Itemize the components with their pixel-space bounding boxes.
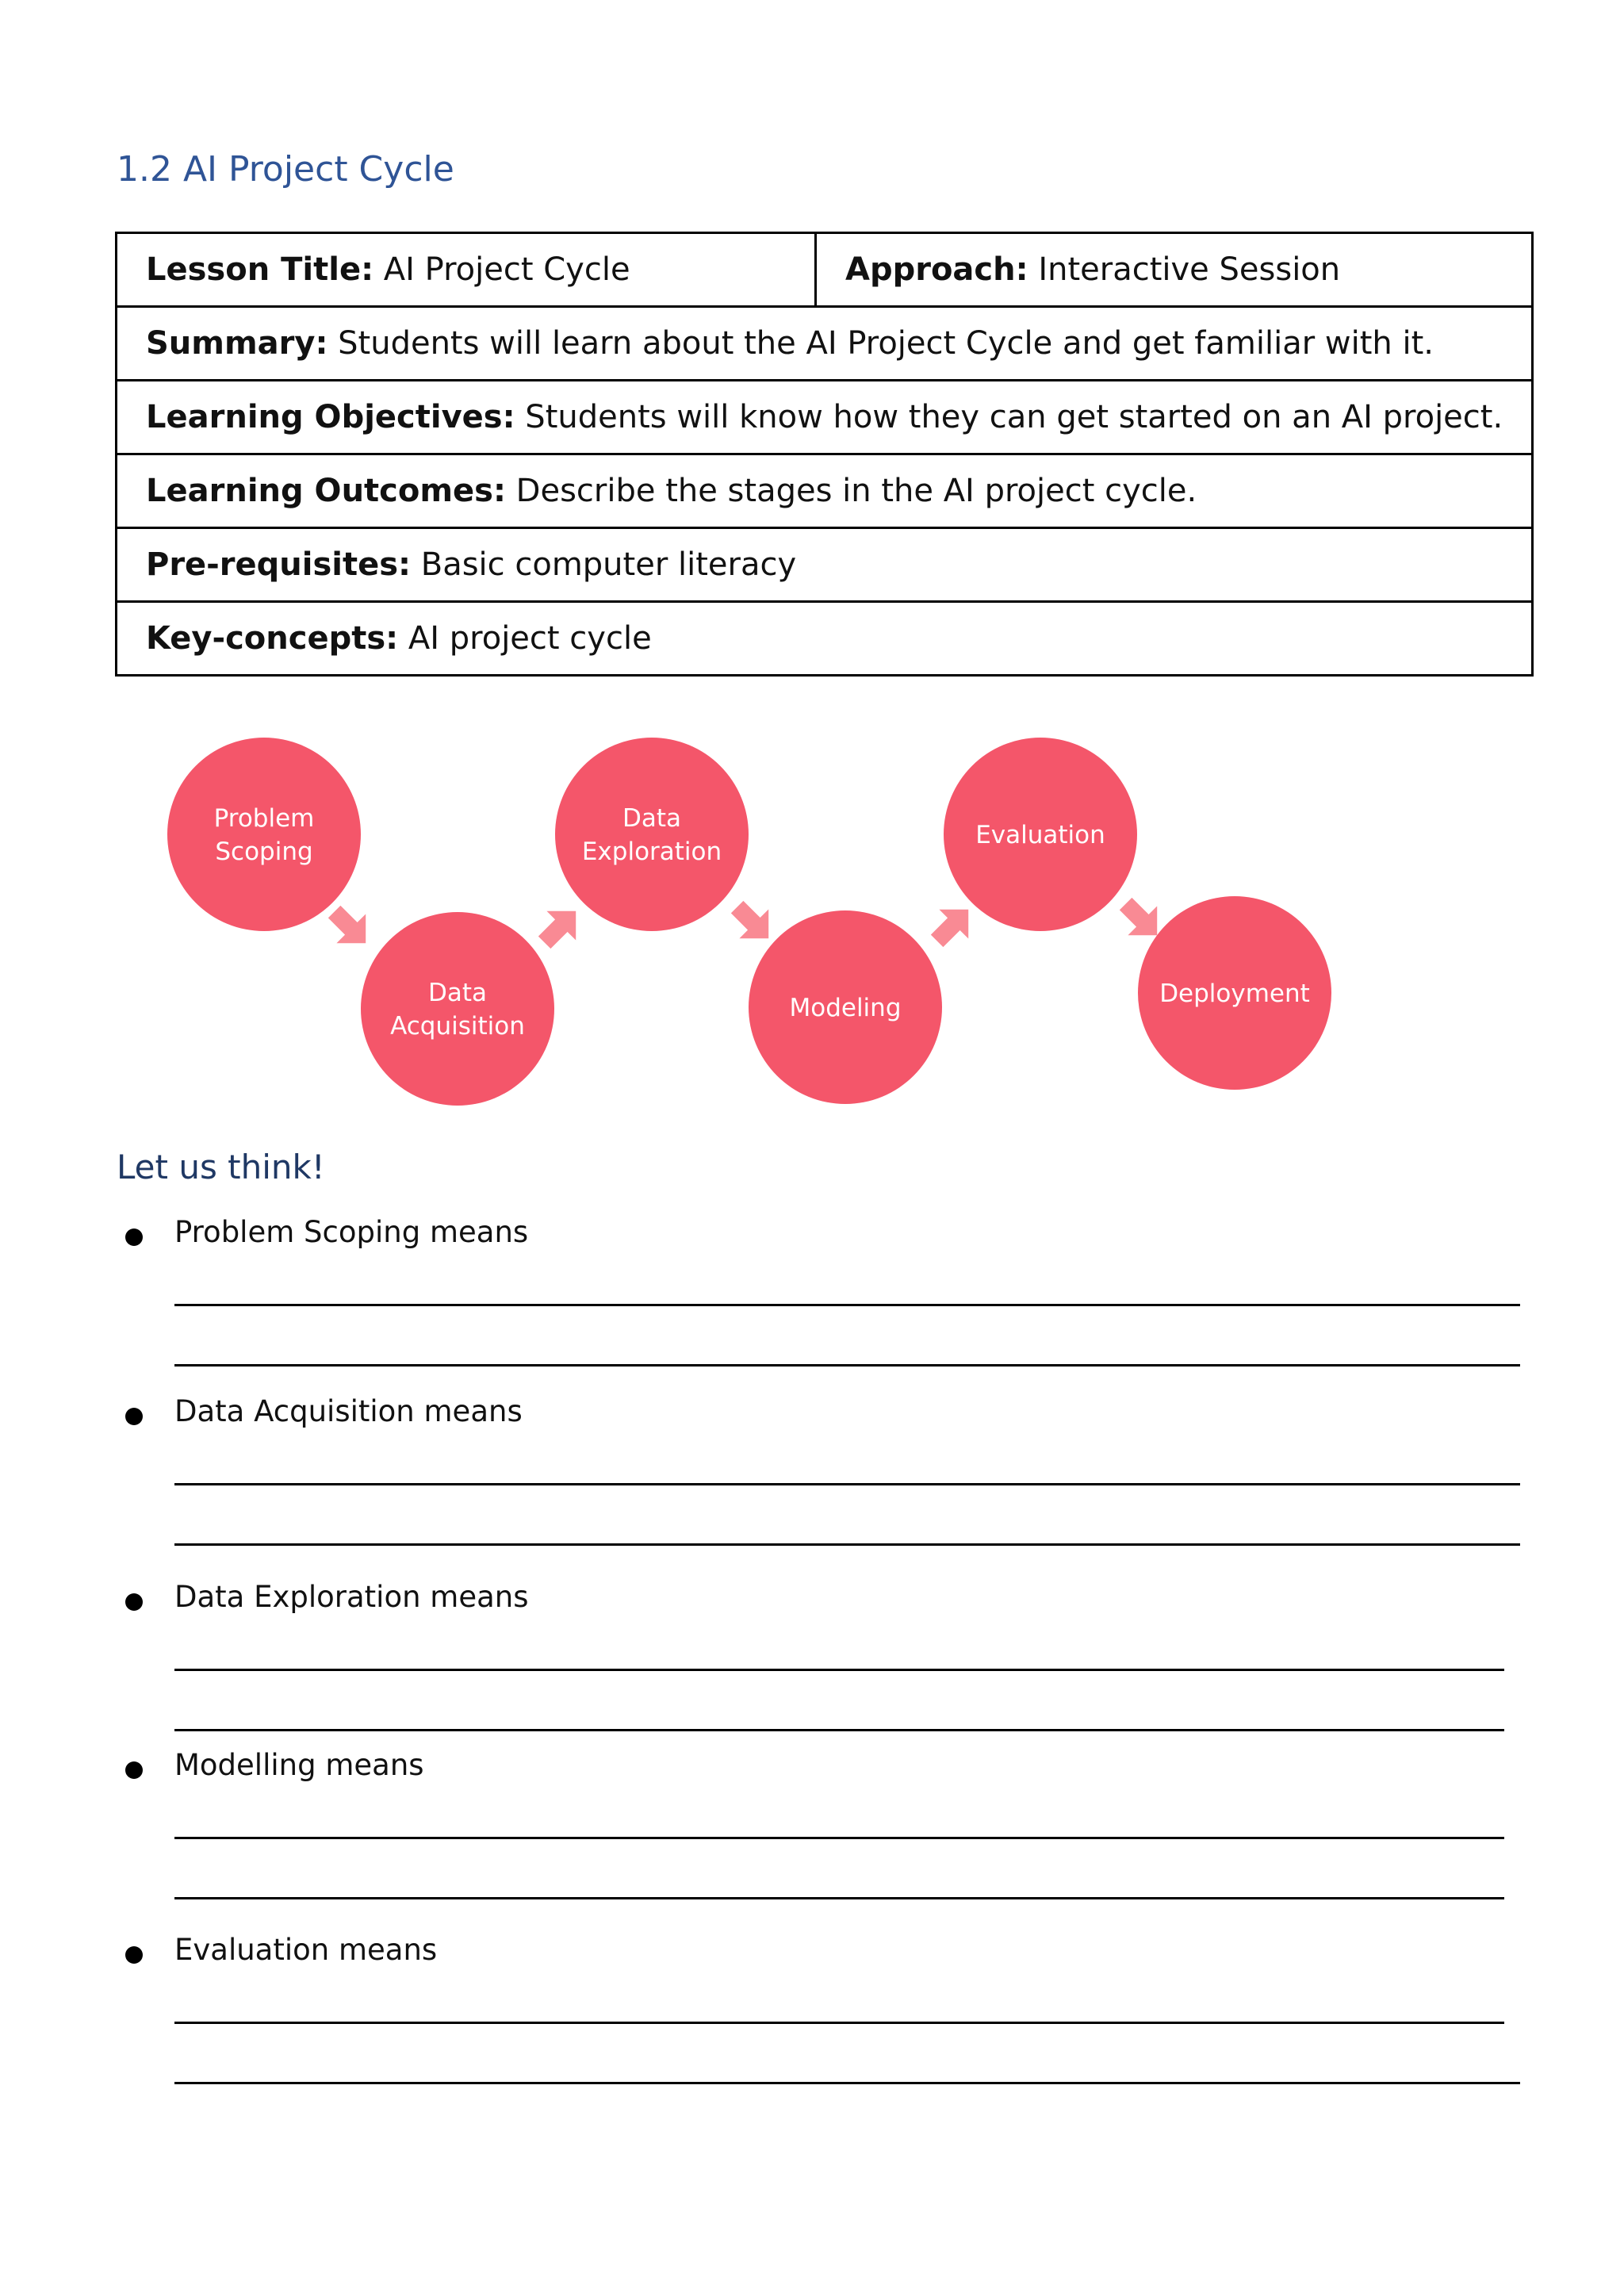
summary-value: Students will learn about the AI Project Cycle and get familiar with it. xyxy=(327,325,1434,362)
question-text: Evaluation means xyxy=(174,1933,438,1967)
stage-node xyxy=(361,912,554,1106)
stage-label: Deployment xyxy=(1159,979,1310,1008)
answer-blank-line[interactable] xyxy=(174,1729,1504,1731)
approach-cell xyxy=(816,233,1533,307)
bullet-icon xyxy=(125,1761,143,1779)
key-concepts-cell xyxy=(117,602,1533,676)
answer-blank-line[interactable] xyxy=(174,1669,1504,1671)
answer-blank-line[interactable] xyxy=(174,1897,1504,1899)
stage-circle xyxy=(167,738,361,931)
answer-blank-line[interactable] xyxy=(174,1364,1520,1366)
stage-node xyxy=(167,738,361,931)
prerequisites-value: Basic computer literacy xyxy=(411,546,797,583)
learning-objectives-value: Students will know how they can get started on an AI project. xyxy=(515,399,1503,435)
stage-node xyxy=(1138,896,1331,1090)
stage-node xyxy=(749,910,942,1104)
learning-objectives-label: Learning Objectives: xyxy=(146,399,515,435)
lesson-title-value: AI Project Cycle xyxy=(373,251,630,288)
approach-label: Approach: xyxy=(845,251,1028,288)
answer-blank-line[interactable] xyxy=(174,2022,1504,2024)
stage-label: Scoping xyxy=(215,838,313,866)
prerequisites-cell xyxy=(117,528,1533,602)
stage-label: Data xyxy=(622,804,682,833)
question-text: Modelling means xyxy=(174,1748,424,1782)
stage-label: Data xyxy=(427,979,488,1007)
approach-value: Interactive Session xyxy=(1028,251,1341,288)
table-row xyxy=(117,381,1533,454)
learning-outcomes-cell xyxy=(117,454,1533,528)
table-row xyxy=(117,307,1533,381)
bullet-icon xyxy=(125,1946,143,1964)
table-row xyxy=(117,233,1533,307)
stage-label: Problem xyxy=(213,804,315,833)
stage-label: Acquisition xyxy=(390,1012,525,1041)
answer-blank-line[interactable] xyxy=(174,1483,1520,1485)
stage-node xyxy=(944,738,1137,931)
learning-objectives-cell xyxy=(117,381,1533,454)
bullet-icon xyxy=(125,1408,143,1425)
question-text: Data Acquisition means xyxy=(174,1394,523,1428)
ai-project-cycle-diagram xyxy=(127,714,1396,1126)
key-concepts-label: Key-concepts: xyxy=(146,620,399,657)
answer-blank-line[interactable] xyxy=(174,1837,1504,1839)
flow-arrow-icon xyxy=(530,896,590,956)
bullet-icon xyxy=(125,1593,143,1611)
question-text: Problem Scoping means xyxy=(174,1215,529,1249)
stage-label: Evaluation xyxy=(975,821,1105,849)
learning-outcomes-value: Describe the stages in the AI project cycle. xyxy=(505,473,1197,509)
question-text: Data Exploration means xyxy=(174,1580,529,1614)
cycle-diagram-svg xyxy=(127,714,1396,1126)
stage-circle xyxy=(555,738,749,931)
stage-label: Modeling xyxy=(789,994,902,1022)
answer-blank-line[interactable] xyxy=(174,1543,1520,1546)
let-us-think-heading: Let us think! xyxy=(117,1148,325,1186)
flow-arrow-icon xyxy=(320,897,380,957)
table-row xyxy=(117,602,1533,676)
section-title: 1.2 AI Project Cycle xyxy=(117,149,454,190)
bullet-icon xyxy=(125,1228,143,1246)
lesson-info-table xyxy=(115,232,1534,677)
answer-blank-line[interactable] xyxy=(174,2082,1520,2084)
stage-node xyxy=(555,738,749,931)
lesson-title-cell xyxy=(117,233,816,307)
prerequisites-label: Pre-requisites: xyxy=(146,546,412,583)
summary-cell xyxy=(117,307,1533,381)
stage-label: Exploration xyxy=(581,838,722,866)
summary-label: Summary: xyxy=(146,325,328,362)
table-row xyxy=(117,454,1533,528)
lesson-title-label: Lesson Title: xyxy=(146,251,374,288)
answer-blank-line[interactable] xyxy=(174,1304,1520,1306)
learning-outcomes-label: Learning Outcomes: xyxy=(146,473,506,509)
table-row xyxy=(117,528,1533,602)
stage-circle xyxy=(361,912,554,1106)
key-concepts-value: AI project cycle xyxy=(398,620,652,657)
